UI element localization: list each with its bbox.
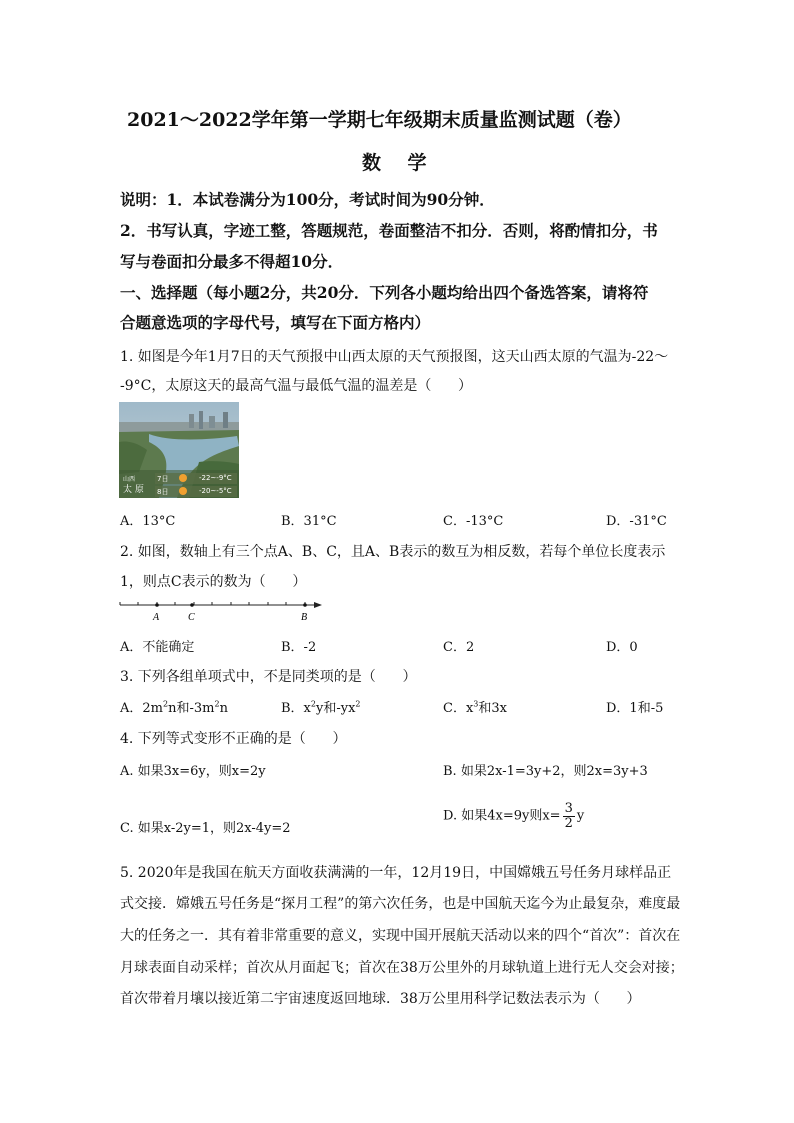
point-a (155, 603, 159, 607)
q4-option-a: A. 如果3x=6y，则x=2y (120, 764, 266, 779)
q1-option-c: C．-13°C (443, 514, 504, 529)
q5-stem-line-3: 大的任务之一．其有着非常重要的意义，实现中国开展航天活动以来的四个“首次”：首次在 (120, 928, 681, 944)
weather-forecast-image (119, 402, 239, 498)
exam-title: 2021～2022学年第一学期七年级期末质量监测试题（卷） (127, 109, 632, 131)
forecast-row-2 (155, 486, 237, 497)
q4-stem: 4. 下列等式变形不正确的是（ ） (120, 731, 347, 747)
q4-option-c: C. 如果x-2y=1，则2x-4y=2 (120, 821, 291, 836)
q1-option-a: A．13°C (120, 514, 176, 529)
q3-option-c: C．$x^3$和3x (443, 699, 507, 716)
q1-stem-line-1: 1. 如图是今年1月7日的天气预报中山西太原的天气预报图，这天山西太原的气温为-22～ (120, 349, 669, 365)
city-label: 太 原 (123, 485, 144, 495)
number-line (118, 596, 328, 626)
q3-option-a: A．$2m^2n$和$-3m^2n$ (120, 699, 228, 716)
point-b (303, 603, 307, 607)
q1-stem-line-2: -9°C，太原这天的最高气温与最低气温的温差是（ ） (120, 378, 473, 394)
forecast-temp-1: -22~-9°C (199, 474, 232, 482)
q3-stem: 3. 下列各组单项式中，不是同类项的是（ ） (120, 669, 417, 685)
point-c (190, 603, 194, 607)
forecast-day-1: 7日 (157, 475, 169, 483)
section-heading-line-2: 合题意选项的字母代号，填写在下面方格内） (120, 313, 431, 332)
q5-stem-line-4: 月球表面自动采样；首次从月面起飞；首次在38万公里外的月球轨道上进行无人交会对接； (120, 960, 684, 976)
q1-option-b: B．31°C (281, 514, 337, 529)
q2-stem-line-2: 1，则点C表示的数为（ ） (120, 574, 307, 590)
label-b: B (301, 612, 308, 623)
province-label: 山西 (123, 476, 136, 483)
q5-stem-line-2: 式交接．嫦娥五号任务是“探月工程”的第六次任务，也是中国航天迄今为止最复杂，难度最 (120, 896, 681, 912)
q2-option-b: B．-2 (281, 640, 317, 655)
forecast-day-2: 8日 (157, 488, 169, 496)
q1-option-d: D．-31°C (606, 514, 667, 529)
forecast-temp-2: -20~-5°C (199, 487, 232, 495)
subject-title: 数 学 (362, 152, 427, 174)
instruction-line-1: 说明：1．本试卷满分为100分，考试时间为90分钟． (120, 190, 495, 209)
q2-option-c: C．2 (443, 640, 475, 655)
section-heading-line-1: 一、选择题（每小题2分，共20分．下列各小题均给出四个备选答案，请将符 (120, 283, 649, 302)
q2-option-a: A．不能确定 (120, 640, 195, 655)
sun-icon (179, 487, 187, 495)
label-c: C (188, 612, 195, 623)
q2-option-d: D．0 (606, 640, 638, 655)
sun-icon (179, 474, 187, 482)
q2-stem-line-1: 2. 如图，数轴上有三个点A、B、C，且A、B表示的数互为相反数，若每个单位长度表示 (120, 544, 666, 560)
instruction-line-3: 写与卷面扣分最多不得超10分． (120, 252, 344, 271)
q3-option-d: D．1和-5 (606, 701, 664, 716)
label-a: A (153, 612, 160, 623)
q5-stem-line-5: 首次带着月壤以接近第二宇宙速度返回地球．38万公里用科学记数法表示为（ ） (120, 991, 641, 1007)
instruction-line-2: 2．书写认真，字迹工整，答题规范，卷面整洁不扣分．否则，将酌情扣分，书 (120, 221, 658, 240)
forecast-row-1 (155, 473, 237, 484)
q3-option-b: B．$x^2y$和$-yx^2$ (281, 699, 361, 716)
q5-stem-line-1: 5. 2020年是我国在航天方面收获满满的一年，12月19日，中国嫦娥五号任务月球样品正 (120, 865, 672, 881)
q4-option-b: B. 如果2x-1=3y+2，则2x=3y+3 (443, 764, 648, 779)
q4-option-d: D. 如果4x=9y则x= $\frac{3}{2}$ y (443, 801, 585, 831)
